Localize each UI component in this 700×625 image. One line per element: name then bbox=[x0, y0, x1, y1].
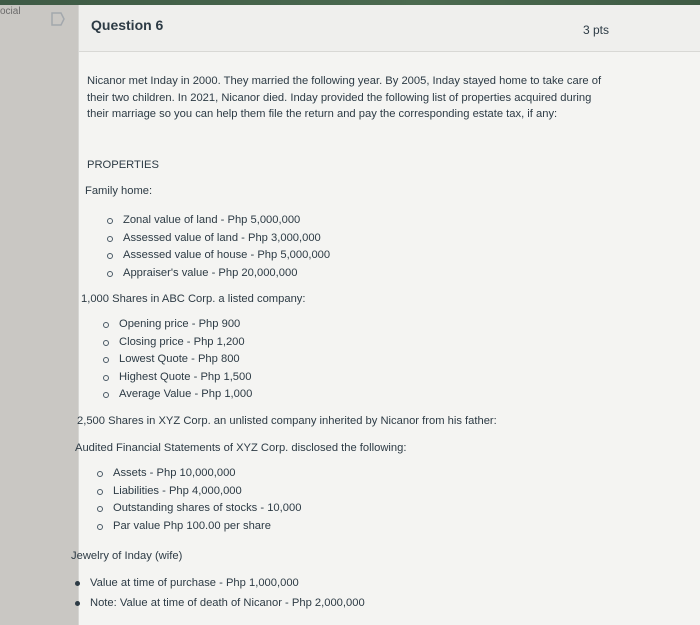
list-item: Par value Php 100.00 per share bbox=[97, 518, 301, 536]
xyz-financials-list bbox=[97, 465, 301, 535]
list-item: Liabilities - Php 4,000,000 bbox=[97, 483, 301, 501]
disc-bullet-icon bbox=[75, 601, 80, 606]
circle-bullet-icon bbox=[97, 506, 103, 512]
xyz-shares-heading: 2,500 Shares in XYZ Corp. an unlisted company inherited by Nicanor from his father: bbox=[77, 415, 497, 427]
disc-bullet-icon bbox=[75, 581, 80, 586]
circle-bullet-icon bbox=[103, 375, 109, 381]
list-item: Appraiser's value - Php 20,000,000 bbox=[107, 265, 330, 283]
circle-bullet-icon bbox=[107, 253, 113, 259]
list-item: Zonal value of land - Php 5,000,000 bbox=[107, 212, 330, 230]
abc-shares-list bbox=[103, 316, 252, 404]
list-item: Outstanding shares of stocks - 10,000 bbox=[97, 500, 301, 518]
circle-bullet-icon bbox=[97, 524, 103, 530]
circle-bullet-icon bbox=[103, 392, 109, 398]
question-header bbox=[79, 5, 700, 52]
list-item: Closing price - Php 1,200 bbox=[103, 334, 252, 352]
family-home-heading: Family home: bbox=[85, 185, 153, 197]
circle-bullet-icon bbox=[97, 471, 103, 477]
circle-bullet-icon bbox=[97, 489, 103, 495]
flag-question-icon[interactable] bbox=[50, 11, 66, 27]
abc-shares-heading: 1,000 Shares in ABC Corp. a listed company: bbox=[81, 293, 306, 305]
corner-text: ocial bbox=[0, 6, 21, 17]
xyz-financials-heading: Audited Financial Statements of XYZ Corp. disclosed the following: bbox=[75, 442, 407, 454]
list-item: Assessed value of house - Php 5,000,000 bbox=[107, 247, 330, 265]
list-item: Average Value - Php 1,000 bbox=[103, 386, 252, 404]
circle-bullet-icon bbox=[103, 357, 109, 363]
list-item: Lowest Quote - Php 800 bbox=[103, 351, 252, 369]
list-item: Assets - Php 10,000,000 bbox=[97, 465, 301, 483]
question-points: 3 pts bbox=[582, 23, 609, 37]
jewelry-list bbox=[73, 573, 365, 613]
circle-bullet-icon bbox=[107, 236, 113, 242]
list-item: Assessed value of land - Php 3,000,000 bbox=[107, 230, 330, 248]
circle-bullet-icon bbox=[107, 218, 113, 224]
circle-bullet-icon bbox=[103, 322, 109, 328]
circle-bullet-icon bbox=[107, 271, 113, 277]
question-card bbox=[71, 5, 700, 625]
list-item: Note: Value at time of death of Nicanor - Php 2,000,000 bbox=[73, 593, 365, 613]
properties-heading: PROPERTIES bbox=[87, 159, 159, 171]
list-item: Value at time of purchase - Php 1,000,000 bbox=[73, 573, 365, 593]
question-title: Question 6 bbox=[91, 17, 164, 33]
circle-bullet-icon bbox=[103, 340, 109, 346]
question-intro: Nicanor met Inday in 2000. They married the following year. By 2005, Inday stayed home to take care of their two children. In 2021, Nicanor died. Inday provided the following list of properties acquired during their marriage so you can help them file the return and pay the corresponding estate tax, if any: bbox=[87, 75, 602, 120]
family-home-list bbox=[107, 212, 330, 282]
list-item: Highest Quote - Php 1,500 bbox=[103, 369, 252, 387]
jewelry-heading: Jewelry of Inday (wife) bbox=[71, 550, 183, 562]
list-item: Opening price - Php 900 bbox=[103, 316, 252, 334]
